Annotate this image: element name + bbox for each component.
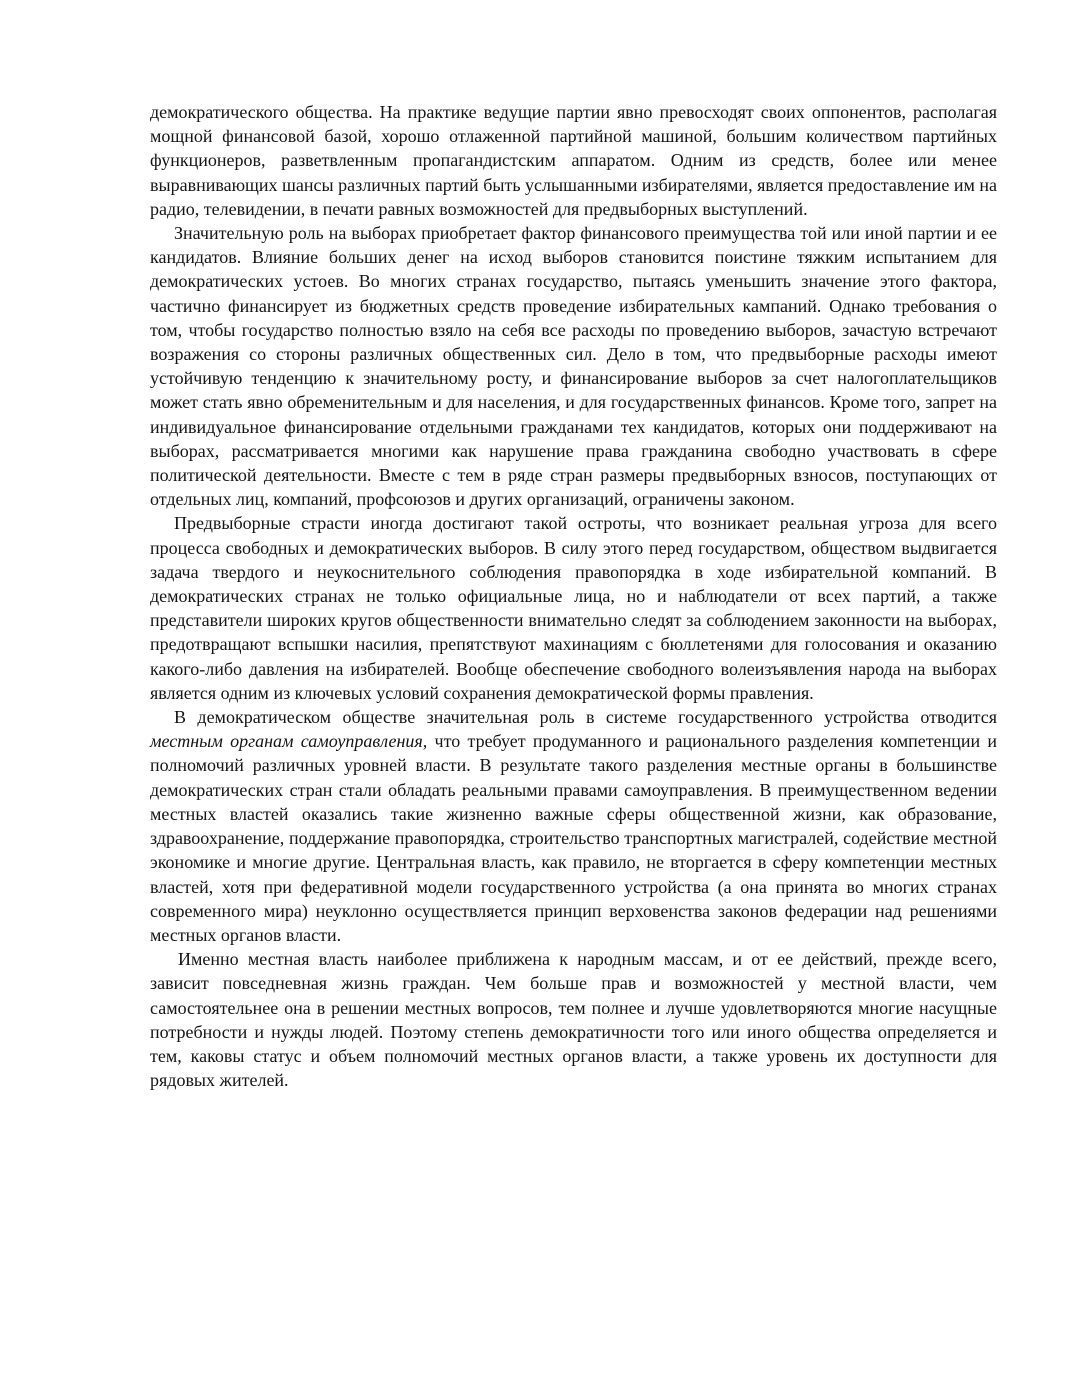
paragraph-5: Именно местная власть наиболее приближена к народным массам, и от ее действий, прежде всего, зависит повседневная жизнь граждан. Чем больше прав и возможностей у местной власти, чем самостоятельнее она в решении местных вопросов, тем полнее и лучше удовлетворяются многие насущные потребности и нужды людей. Поэтому степень демократичности того или иного общества определяется и тем, каковы статус и объем полномочий местных органов власти, а также уровень их доступности для рядовых жителей. (150, 949, 997, 1091)
paragraph-1: демократического общества. На практике ведущие партии явно превосходят своих оппонентов, располагая мощной финансовой базой, хорошо отлаженной партийной машиной, большим количеством партийных функционеров, разветвленным пропагандистским аппаратом. Одним из средств, более или менее выравнивающих шансы различных партий быть услышанными избирателями, является предоставление им на радио, телевидении, в печати равных возможностей для предвыборных выступлений. (150, 102, 997, 219)
paragraph-3: Предвыборные страсти иногда достигают такой остроты, что возникает реальная угроза для всего процесса свободных и демократических выборов. В силу этого перед государством, обществом выдвигается задача твердого и неукоснительного соблюдения правопорядка в ходе избирательной компаний. В демократических странах не только официальные лица, но и наблюдатели от всех партий, а также представители широких кругов общественности внимательно следят за соблюдением законности на выборах, предотвращают вспышки насилия, препятствуют махинациям с бюллетенями для голосования и оказанию какого-либо давления на избирателей. Вообще обеспечение свободного волеизъявления народа на выборах является одним из ключевых условий сохранения демократической формы правления. (150, 513, 997, 703)
document-page (150, 100, 997, 1092)
paragraph-2: Значительную роль на выборах приобретает фактор финансового преимущества той или иной партии и ее кандидатов. Влияние больших денег на исход выборов становится поистине тяжким испытанием для демократических устоев. Во многих странах государство, пытаясь уменьшить значение этого фактора, частично финансирует из бюджетных средств проведение избирательных кампаний. Однако требования о том, чтобы государство полностью взяло на себя все расходы по проведению выборов, зачастую встречают возражения со стороны различных общественных сил. Дело в том, что предвыборные расходы имеют устойчивую тенденцию к значительному росту, и финансирование выборов за счет налогоплательщиков может стать явно обременительным и для населения, и для государственных финансов. Кроме того, запрет на индивидуальное финансирование отдельными гражданами тех кандидатов, которых они поддерживают на выборах, рассматривается многими как нарушение права гражданина свободно участвовать в сфере политической деятельности. Вместе с тем в ряде стран размеры предвыборных взносов, поступающих от отдельных лиц, компаний, профсоюзов и других организаций, ограничены законом. (150, 223, 997, 510)
paragraph-4-lead-text: В демократическом обществе значительная роль в системе государственного устройства отводится (174, 707, 997, 728)
paragraph-4 (150, 705, 997, 947)
paragraph-4-italic-term: местным органам самоуправления, (150, 731, 428, 752)
paragraph-4-rest-text: что требует продуманного и рационального разделения компетенции и полномочий различных уровней власти. В результате такого разделения местные органы в большинстве демократических стран стали обладать реальными правами самоуправления. В преимущественном ведении местных властей оказались такие жизненно важные сферы общественной жизни, как образование, здравоохранение, поддержание правопорядка, строительство транспортных магистралей, содействие местной экономике и многие другие. Центральная власть, как правило, не вторгается в сферу компетенции местных властей, хотя при федеративной модели государственного устройства (а она принята во многих странах современного мира) неуклонно осуществляется принцип верховенства законов федерации над решениями местных органов власти. (150, 731, 998, 945)
